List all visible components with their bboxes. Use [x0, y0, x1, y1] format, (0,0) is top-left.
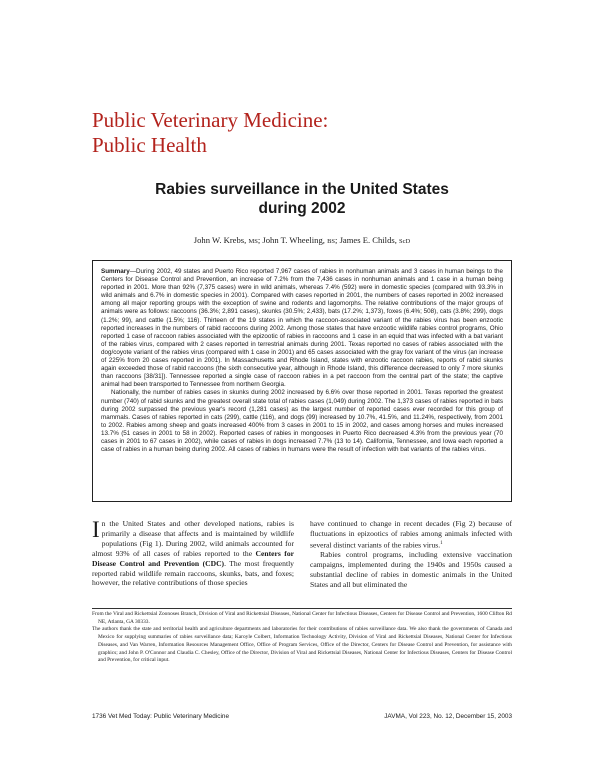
summary-paragraph-2: Nationally, the number of rabies cases in skunks during 2002 increased by 6.6% over those reported in 2001. Texas reported the greatest number (740) of rabid skunks and the greatest overall state total of rabies cases (1,049) during 2002. The 1,373 cases of rabies reported in bats during 2002 surpassed the previous year's record (1,281 cases) as the largest number of reported cases ever recorded for this group of mammals. Cases of rabies reported in cats (299), cattle (116), and dogs (99) increased by 10.7%, 41.5%, and 11.24%, respectively, from 2001 to 2002. Rabies among sheep and goats increased 400% from 3 cases in 2001 to 15 in 2002, and cases among horses and mules increased 13.7% (51 cases in 2001 to 58 in 2002). Reported cases of rabies in mongooses in Puerto Rico decreased 4.3% from the previous year (70 cases in 2001 to 67 cases in 2002), while cases of rabies in dogs increased 7.7% (13 to 14). California, Tennessee, and Iowa each reported a case of rabies in a human being during 2002. All cases of rabies in humans were the result of infection with bat variants of the rabies virus.: [101, 389, 503, 454]
body-text-a: n the United States and other developed nations, rabies is primarily a disease that affects and is maintained by wildlife populations (Fig 1). During 2002, wild animals accounted for almost 93% of all cases of rabies reported to the: [92, 519, 294, 558]
summary-lead: Summary: [101, 268, 130, 275]
author-list: [92, 235, 512, 245]
body-text-c: have continued to change in recent decades (Fig 2) because of fluctuations in epizootics of rabies among animals infected with several distinct variants of the rabies virus.: [310, 519, 512, 550]
body-text-b: . The most frequently reported rabid wildlife remain raccoons, skunks, bats, and foxes; however, the relative contributions of those species: [92, 558, 294, 588]
summary-paragraph-1: [101, 268, 503, 389]
reference-superscript: 1: [440, 540, 443, 546]
footnote-divider: [92, 608, 512, 609]
body-column-right: [310, 519, 512, 607]
body-paragraph-3: Rabies control programs, including extensive vaccination campaigns, implemented during the 1940s and 1950s caused a substantial decline of rabies in domestic animals in the United States and all but eliminated the: [310, 550, 512, 589]
section-title-line-1: Public Veterinary Medicine:: [92, 108, 329, 132]
author-3-name: ; James E. Childs,: [335, 235, 400, 245]
body-column-left: [92, 519, 294, 607]
section-title-line-2: Public Health: [92, 133, 207, 157]
author-1-name: John W. Krebs,: [193, 235, 249, 245]
author-3-degree: ScD: [399, 238, 411, 245]
drop-cap: I: [92, 519, 100, 542]
footnotes: [92, 611, 512, 665]
body-paragraph-1: [92, 519, 294, 588]
article-title-line-2: during 2002: [258, 200, 346, 217]
summary-text-1: —During 2002, 49 states and Puerto Rico reported 7,967 cases of rabies in nonhuman animals and 3 cases in human beings to the Centers for Disease Control and Prevention, an increase of 7.2% from the 7,436 cases in nonhuman animals and 1 case in a human being reported in 2001. More than 92% (7,375 cases) were in wild animals, whereas 7.4% (592) were in domestic species (compared with 93.3% in wild animals and 6.7% in domestic species in 2001). Compared with cases reported in 2001, the numbers of cases reported in 2002 increased among all major reporting groups with the exception of swine and rodents and lagomorphs. The relative contributions of the major groups of animals were as follows: raccoons (36.3%; 2,891 cases), skunks (30.5%; 2,433), bats (17.2%; 1,373), foxes (6.4%; 508), cats (3.8%; 299), dogs (1.2%; 99), and cattle (1.5%; 116). Thirteen of the 19 states in which the raccoon-associated variant of the rabies virus has been enzootic reported increases in the numbers of rabid raccoons during 2002. Among those states that have enzootic wildlife rabies control programs, Ohio reported 1 case of raccoon rabies associated with the epizootic of rabies in raccoons and 1 case in an equid that was infected with a bat variant of the rabies virus, compared with 2 cases reported in terrestrial animals during 2001. Texas reported no cases of rabies associated with the dog/coyote variant of the rabies virus (compared with 1 case in 2001) and 65 cases associated with the gray fox variant of the virus (an increase of 225% from 20 cases reported in 2001). In Massachusetts and Rhode Island, states with enzootic raccoon rabies, reports of rabid skunks again exceeded those of rabid raccoons (the sixth consecutive year, although in Rhode Island, this difference decreased to only 7 more skunks than raccoons [38/31]). Tennessee reported a single case of raccoon rabies in a pet raccoon from the central part of the state; the captive animal had been transported to Tennessee from northern Georgia.: [101, 268, 503, 389]
footnote-affiliation: From the Viral and Rickettsial Zoonoses Branch, Division of Viral and Rickettsial Diseases, National Center for Infectious Diseases, Centers for Disease Control and Prevention, 1600 Clifton Rd NE, Atlanta, GA 30333.: [92, 611, 512, 625]
article-title: [92, 180, 512, 218]
footer-page-info: 1736 Vet Med Today: Public Veterinary Medicine: [92, 713, 230, 720]
body-bold-term: Centers for Disease Control and Prevention (CDC): [92, 548, 294, 568]
author-1-degree: MS: [248, 238, 258, 245]
footnote-acknowledgment: The authors thank the state and territorial health and agriculture departments and laboratories for their contributions of rabies surveillance data. We also thank the governments of Canada and Mexico for supplying summaries of rabies surveillance data; Karoyle Colbert, Information Technology Activity, Division of Viral and Rickettsial Diseases, National Center for Infectious Diseases, and Van Warren, Information Resources Management Office, Office of Program Services, Office of the Director, Centers for Disease Control and Prevention, for assistance with graphics; and John P. O'Connor and Claudia C. Chesley, Office of the Director, Division of Viral and Rickettsial Diseases, National Center for Infectious Diseases, Centers for Disease Control and Prevention, for critical input.: [92, 626, 512, 664]
author-2-degree: BS: [327, 238, 336, 245]
section-title: [92, 108, 512, 158]
author-2-name: ; John T. Wheeling,: [257, 235, 328, 245]
summary-box: [92, 260, 512, 502]
article-title-line-1: Rabies surveillance in the United States: [155, 181, 449, 198]
body-paragraph-2: [310, 519, 512, 550]
footer-journal-citation: JAVMA, Vol 223, No. 12, December 15, 2003: [384, 713, 512, 720]
